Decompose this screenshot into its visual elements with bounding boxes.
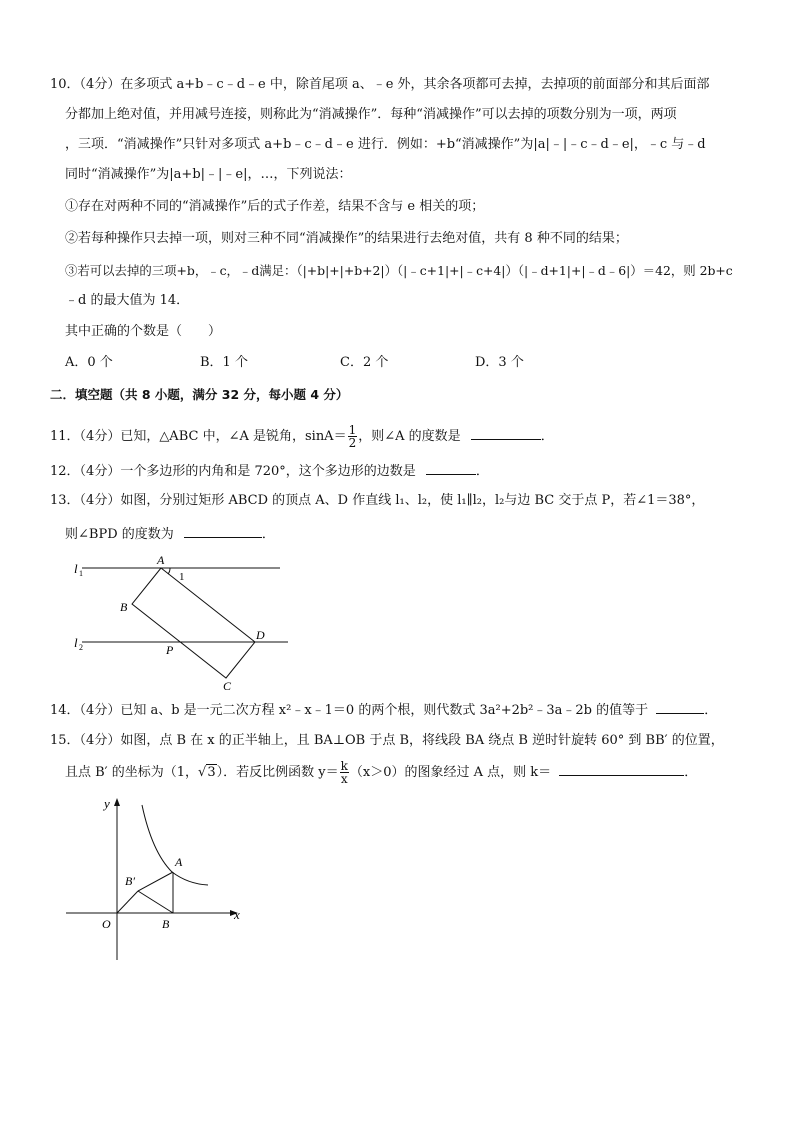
q10-line1: 10．（4分）在多项式 a+b﹣c﹣d﹣e 中，除首尾项 a、﹣e 外，其余各项都可去掉，去掉项的前面部分和其后面部 — [50, 77, 710, 92]
q10-option-c: C．2 个 — [340, 355, 389, 370]
label-b: B — [120, 600, 128, 614]
label-l2: l — [74, 635, 78, 650]
segment-ob-prime — [117, 891, 138, 913]
q10-option-a: A．0 个 — [65, 355, 113, 370]
q12: 12．（4分）一个多边形的内角和是 720°，这个多边形的边数是 ． — [50, 461, 489, 481]
q13-line1: 13．（4分）如图，分别过矩形 ABCD 的顶点 A、D 作直线 l₁、l₂，使 l₁∥l₂，l₂与边 BC 交于点 P，若∠1＝38°， — [50, 493, 705, 508]
q10-question: 其中正确的个数是（ ） — [65, 324, 222, 339]
label-l1-sub: 1 — [79, 569, 83, 578]
q14-text: 14．（4分）已知 a、b 是一元二次方程 x²﹣x﹣1＝0 的两个根，则代数式 3a²+2b²﹣3a﹣2b 的值等于 — [50, 703, 649, 718]
q10-statement-2: ②若每种操作只去掉一项，则对三种不同“消减操作”的结果进行去绝对值，共有 8 种不同的结果； — [65, 231, 628, 246]
q10-line4: 同时“消减操作”为|a+b|﹣|﹣e|，…，下列说法： — [65, 167, 352, 182]
q13-answer-blank[interactable] — [184, 524, 262, 538]
label-b: B — [162, 917, 170, 931]
q11-answer-blank[interactable] — [471, 426, 541, 440]
q15-line2: 且点 B′ 的坐标为（1，√3）．若反比例函数 y＝ $\frac{k}{x}$ （x＞0）的图象经过 A 点，则 k＝ ． — [65, 759, 698, 786]
label-y: y — [104, 796, 110, 811]
q12-answer-blank[interactable] — [426, 461, 476, 475]
q11-denominator: 2 — [348, 436, 357, 450]
q13-line2: 则∠BPD 的度数为 ． — [65, 524, 275, 544]
rectangle-abcd — [132, 568, 255, 678]
q11-fraction — [348, 424, 358, 449]
q15-answer-blank[interactable] — [559, 762, 684, 776]
q10-statement-1: ①存在对两种不同的“消减操作”后的式子作差，结果不含与 e 相关的项； — [65, 199, 485, 214]
q11: 11．（4分）已知，△ABC 中，∠A 是锐角，sinA＝ $\frac{1}{2}$ ，则∠A 的度数是 ． — [50, 423, 554, 450]
q15-coordinate-figure — [60, 790, 260, 965]
q11-numerator: 1 — [348, 423, 357, 437]
hyperbola-curve — [142, 805, 208, 885]
label-a: A — [175, 855, 183, 869]
y-axis-arrow — [114, 798, 120, 806]
q15-fraction — [340, 760, 349, 785]
q11-text-end: ，则∠A 的度数是 — [358, 429, 461, 444]
angle-1-arc — [168, 568, 170, 574]
q10-statement-3-cont: ﹣d 的最大值为 14． — [65, 293, 190, 308]
q15-line1: 15．（4分）如图，点 B 在 x 的正半轴上，且 BA⊥OB 于点 B，将线段 BA 绕点 B 逆时针旋转 60° 到 BB′ 的位置， — [50, 733, 724, 748]
section-heading: 二．填空题（共 8 小题，满分 32 分，每小题 4 分） — [50, 387, 349, 402]
label-o: O — [102, 917, 111, 931]
q15-text-b: ）．若反比例函数 y＝ — [216, 765, 339, 780]
label-a: A — [157, 553, 165, 567]
label-c: C — [223, 679, 232, 693]
q14: 14．（4分）已知 a、b 是一元二次方程 x²﹣x﹣1＝0 的两个根，则代数式 3a²+2b²﹣3a﹣2b 的值等于 ． — [50, 700, 717, 720]
q15-sqrt: √3 — [198, 765, 216, 780]
label-b-prime: B′ — [125, 874, 135, 888]
label-x: x — [234, 907, 240, 922]
label-l1: l — [74, 561, 78, 576]
q15-text-a: 且点 B′ 的坐标为（1， — [65, 765, 199, 780]
q10-line3: ，三项．“消减操作”只针对多项式 a+b﹣c﹣d﹣e 进行．例如：+b“消减操作”为|a|﹣|﹣c﹣d﹣e|，﹣c 与﹣d — [65, 137, 706, 152]
q15-denominator: x — [340, 772, 348, 786]
segment-b-prime-b — [138, 891, 173, 913]
q13-rectangle-figure — [60, 550, 310, 695]
q13-text: 则∠BPD 的度数为 — [65, 527, 174, 542]
q15-numerator: k — [340, 759, 348, 773]
q10-line2: 分都加上绝对值，并用减号连接，则称此为“消减操作”．每种“消减操作”可以去掉的项数分别为一项，两项 — [65, 107, 677, 122]
label-d: D — [256, 628, 265, 642]
q14-answer-blank[interactable] — [656, 700, 704, 714]
q10-statement-3: ③若可以去掉的三项+b，﹣c，﹣d满足：（|+b|+|+b+2|）（|﹣c+1|+|﹣c+4|）（|﹣d+1|+|﹣d﹣6|）＝42，则 2b+c — [65, 263, 733, 278]
q10-option-b: B．1 个 — [200, 355, 248, 370]
q12-text: 12．（4分）一个多边形的内角和是 720°，这个多边形的边数是 — [50, 464, 416, 479]
q11-text: 11．（4分）已知，△ABC 中，∠A 是锐角，sinA＝ — [50, 429, 347, 444]
label-l2-sub: 2 — [79, 643, 83, 652]
label-angle-1: 1 — [179, 571, 185, 583]
q15-text-c: （x＞0）的图象经过 A 点，则 k＝ — [349, 765, 552, 780]
segment-b-prime-a — [138, 872, 173, 891]
q10-option-d: D．3 个 — [475, 355, 524, 370]
label-p: P — [166, 643, 174, 657]
